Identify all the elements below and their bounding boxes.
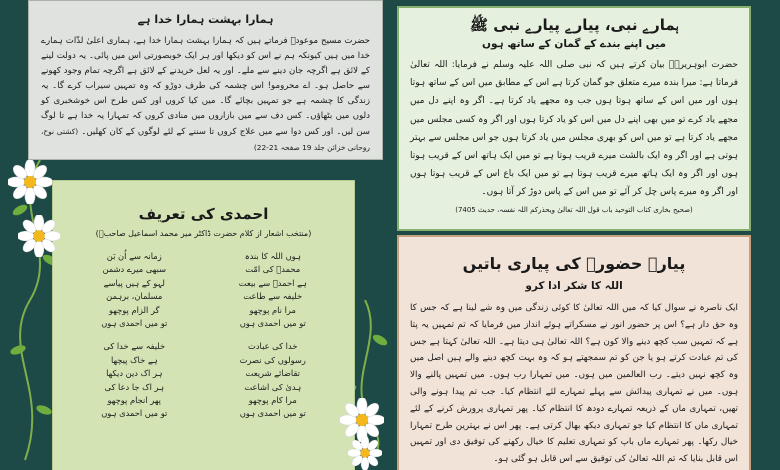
poem-line: پھر انجام پوچھو [107,395,161,406]
sayings-body: ایک ناصرہ نے سوال کیا کہ میں اللہ تعالیٰ کا کوئی زندگی میں وہ شے لینا ہے کہ جس کا وہ حق دار ہے؟ اس پر حضور انور نے مسکراتے ہوئے انداز میں فرمایا کہ تم تمہیں یہ پتا ہے کہ تمہیں سب کچھ دینے والا کون ہے؟ اللہ تعالیٰ ہی دیتا ہے۔ اللہ تعالیٰ کہتا ہے جس کی تم عبادت کرتے ہو یا جن کو تم سمجھتے ہو کہ وہ بہت کچھ دینے والے ہیں اصل میں وہ کچھ نہیں دیتے۔ رب العالمین میں ہوں۔ میں تمہارا رب ہوں۔ میں تمہیں پالنے والا ہوں۔ میں نے تمہاری پیدائش سے پہلے تمہارے لئے انتظام کیا۔ جب تم پیدا ہونے والی تھیں، تمہاری ماں کے ذریعہ تمہارے دودھ کا انتظام کیا۔ پھر تمہاری پرورش کرنے کے لئے تمہاری ماں کا انتظام کیا جو تمہاری دیکھ بھال کرتی ہے۔ پھر اس نے بہترین طرح تمہارا خیال رکھا۔ پھر تمہارے ماں باپ کو تمہاری تعلیم کا خیال رکھنے کی توفیق دی اور تمہیں اس قابل بنایا کہ تم اللہ تعالیٰ کی توفیق سے اس قابل ہو گئی ہو۔ [410,303,738,465]
poem-line: مسلمان، برہمن [106,291,163,302]
poem-line: ہر اک جا دعا کی [104,381,164,392]
hadith-body: حضرت ابوہریرہؓ بیان کرتے ہیں کہ نبی صلی اللہ علیہ وسلم نے فرمایا: اللہ تعالیٰ فرماتا ہے: میرا بندہ میرے متعلق جو گمان کرتا ہے اس کے مطابق میں اس کے ساتھ ہوتا ہوں اور میں اس کے ساتھ ہوتا ہوں جب وہ مجھے یاد کرتا ہے۔ اگر وہ اپنے دل میں مجھے یاد کرے تو میں بھی اپنے دل میں اس کو یاد کرتا ہوں اور اگر وہ کسی مجلس میں مجھے یاد کرتا ہے تو میں اس کو بھری مجلس میں یاد کرتا ہوں جو اس مجلس سے بہتر ہوتی ہے اور اگر وہ ایک بالشت میرے قریب ہوتا ہے تو میں ایک ہاتھ اس کے قریب ہوتا ہوں اور اگر وہ ایک ہاتھ میرے قریب ہوتا ہے تو میں ایک باع اس کے قریب ہوتا ہوں اور اگر وہ میرے پاس چل کر آئے تو میں اس کے پاس دوڑ کر آتا ہوں۔ [410,60,738,198]
daisy-flower-icon [8,160,52,204]
poem-stanza [206,250,339,330]
poem-line: تو میں احمدی ہوں [239,318,306,329]
article-subheading: ہمارا بہشت ہمارا خدا ہے [137,13,274,26]
poem-line: لہو کے ہیں پیاسے [103,277,165,288]
article-body-text: حضرت مسیح موعودؑ فرماتے ہیں کہ ہمارا بہشت ہمارا خدا ہے، ہماری اعلیٰ لذّات ہمارے خدا میں ہیں کیونکہ ہم نے اس کو دیکھا اور ہر ایک خوبصورتی اس میں پائی۔ یہ دولت لینے کے لائق ہے اگرچہ جان دینے سے ملے۔ اور یہ لعل خریدنے کے لائق ہے اگرچہ تمام وجود کھونے سے حاصل ہو۔ اے محرومو! اس چشمہ کی طرف دوڑو کہ وہ تمہیں سیراب کرے گا۔ یہ زندگی کا چشمہ ہے جو تمہیں بچائے گا۔ میں کیا کروں اور کس طرح اس خوشخبری کو دلوں میں بٹھاؤں۔ کس دف سے میں بازاروں میں منادی کروں کہ تمہارا یہ خدا ہے تا لوگ سن لیں۔ اور کس دوا سے میں علاج کروں تا سننے کے لئے لوگوں کے کان کھلیں۔ [41,36,371,137]
hadith-subtitle: میں اپنے بندے کے گمان کے ساتھ ہوں [482,38,666,50]
hadith-panel [397,6,751,231]
article-body [41,34,370,156]
sayings-subtitle: اللہ کا شکر ادا کرو [525,280,623,292]
poem-line: محمدؐ کی امّت [245,264,301,275]
article-our-paradise [28,0,383,160]
daisy-flower-icon [348,436,382,470]
hadith-reference: (صحیح بخاری کتاب التوحید باب قول اللہ تعالیٰ ویحذرکم اللہ نفسہ، حدیث 7405) [455,205,693,214]
sayings-title: پیارے حضورؒ کی پیاری باتیں [462,254,686,273]
poem-line: تو میں احمدی ہوں [239,408,306,419]
poem-line: تو میں احمدی ہوں [101,408,168,419]
poem-title: احمدی کی تعریف [138,205,269,223]
poem-line: خلیفہ سے طاعت [243,291,303,302]
poem-line: تو میں احمدی ہوں [101,318,168,329]
poem-column-left [68,250,201,431]
poem-line: رسولوں کی نصرت [239,354,306,365]
poem-line: سبھی میرے دشمن [102,264,167,275]
poem-column-right [206,250,339,431]
sayings-panel [397,235,751,470]
poem-columns [65,250,342,431]
poem-line: خدا کی عبادت [248,341,298,352]
poem-line: ہر اک دین دیکھا [106,368,163,379]
poem-stanza [68,250,201,330]
poem-line: مرا کام پوچھو [248,395,297,406]
poem-subtitle: (منتخب اشعار از کلام حضرت ڈاکٹر میر محمد اسماعیل صاحبؓ) [95,229,312,238]
daisy-flower-icon [18,215,60,257]
poem-line: زمانہ سے اُن بَن [106,251,162,261]
poem-line: ہدیٰ کی اشاعت [244,381,302,392]
poem-line: تقاضائے شریعت [245,368,300,379]
poem-line: ہے احمدؑ سے بیعت [238,277,307,288]
poem-panel [52,180,355,470]
poem-stanza [68,340,201,420]
hadith-title: ہمارے نبی، پیارے پیارے نبی ﷺ [469,16,679,34]
poem-line: خلیفہ سے خدا کی [103,341,166,352]
article-reference: (کشتی نوح، روحانی خزائن جلد 19 صفحہ 21-22) [41,127,370,152]
poem-line: ہے خاک پیچھا [110,354,158,365]
poem-line: گر الزام پوچھو [109,304,160,315]
poem-line: ہوں اللہ کا بندہ [244,251,301,261]
poem-line: مرا نام پوچھو [249,304,296,315]
poem-stanza [206,340,339,420]
